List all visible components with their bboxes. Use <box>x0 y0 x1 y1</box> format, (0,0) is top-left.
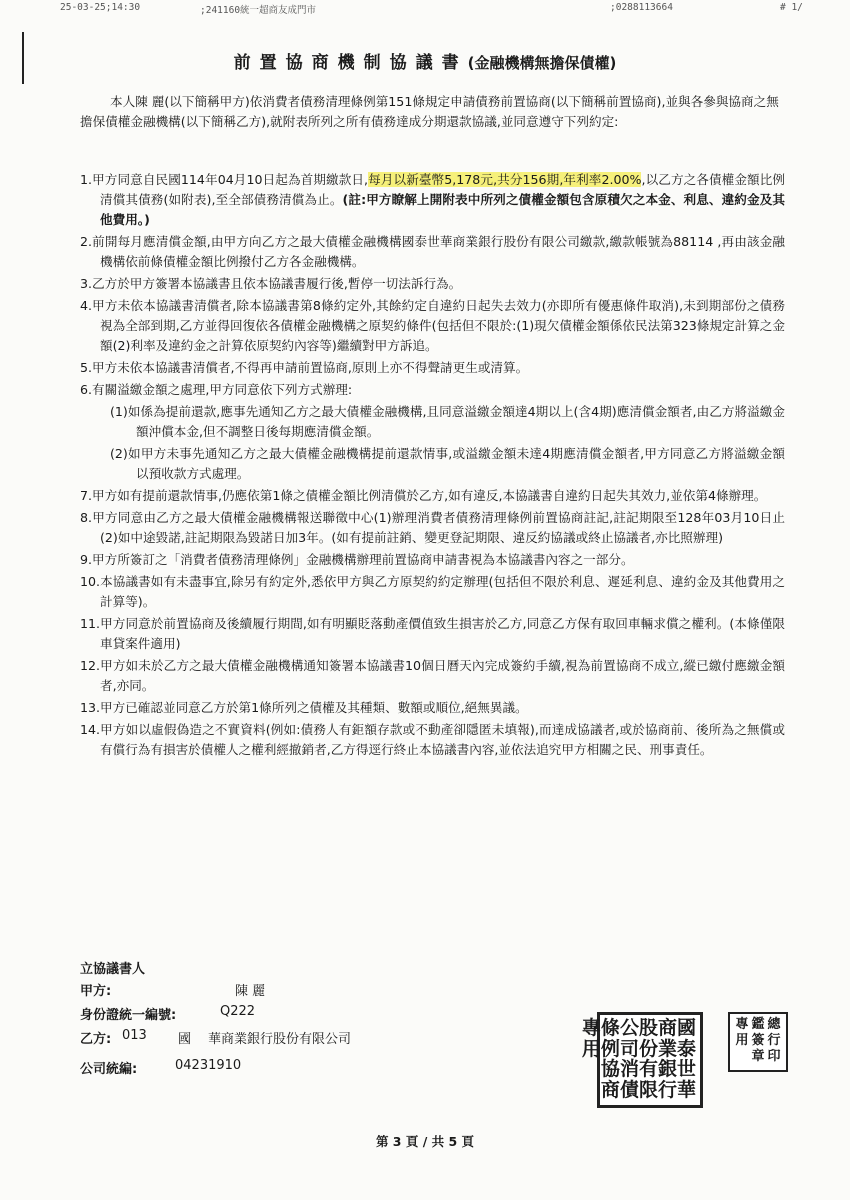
party-a-name: 陳 麗 <box>235 984 266 999</box>
seal-char: 銀 <box>657 1058 677 1080</box>
id-row <box>80 1004 256 1023</box>
party-b-row <box>80 1028 352 1047</box>
intro-paragraph: 本人陳 麗(以下簡稱甲方)依消費者債務清理條例第151條規定申請債務前置協商(以下簡稱前置協商),並與各參與協商之無擔保債權金融機構(以下簡稱乙方),就附表所列之所有債務達成分期還款協議,並同意遵守下列約定: <box>80 94 779 129</box>
signatory-heading-label: 立協議書人 <box>80 962 146 977</box>
seal-char: 協 <box>600 1058 620 1080</box>
seal-char: 業 <box>657 1037 677 1060</box>
seal-char: 消 <box>619 1058 639 1080</box>
clause-1 <box>80 170 785 230</box>
clause-list <box>80 170 785 762</box>
title-main: 前置協商機制協議書 <box>233 53 468 73</box>
seal-char: 限 <box>638 1078 658 1101</box>
seal-char: 簽 <box>751 1033 765 1048</box>
seal-char: 行 <box>657 1078 677 1101</box>
fax-date: 25-03-25;14:30 <box>60 2 141 13</box>
seal-char: 華 <box>676 1078 696 1101</box>
fax-page: # 1/ <box>780 2 803 13</box>
clause-2: 2.前開每月應清償金額,由甲方向乙方之最大債權金融機構國泰世華商業銀行股份有限公司繳款,繳款帳號為88114 ,再由該金融機構依前條債權金額比例撥付乙方各金融機構。 <box>80 234 785 269</box>
id-value: Q222 <box>220 1004 256 1019</box>
clause-7: 7.甲方如有提前還款情事,仍應依第1條之債權金額比例清償於乙方,如有違反,本協議書自違約日起失其效力,並依第4條辦理。 <box>80 488 767 503</box>
company-no-row <box>80 1058 242 1077</box>
title-sub: (金融機構無擔保債權) <box>467 54 617 72</box>
clause-10: 10.本協議書如有未盡事宜,除另有約定外,悉依甲方與乙方原契約約定辦理(包括但不限於利息、遲延利息、違約金及其他費用之計算等)。 <box>80 574 785 609</box>
clause-5: 5.甲方未依本協議書清償者,不得再申請前置協商,原則上亦不得聲請更生或清算。 <box>80 360 529 375</box>
seal-char: 世 <box>676 1058 696 1080</box>
seal-char: 份 <box>638 1037 658 1060</box>
party-a-label: 甲方: <box>80 984 112 999</box>
clause-8: 8.甲方同意由乙方之最大債權金融機構報送聯徵中心(1)辦理消費者債務清理條例前置協商註記,註記期限至128年03月10日止(2)如中途毀諾,註記期限為毀諾日加3年。(如有提前註銷、變更登記期限、違反約協議或終止協議者,亦比照辦理) <box>80 510 785 545</box>
seal-char: 用 <box>581 1037 601 1060</box>
party-b-code: 013 <box>122 1028 147 1043</box>
company-no-value: 04231910 <box>175 1058 242 1073</box>
clause-9: 9.甲方所簽訂之「消費者債務清理條例」金融機構辦理前置協商申請書視為本協議書內容之一部分。 <box>80 552 634 567</box>
seal-char: 專 <box>735 1017 749 1032</box>
page-number: 第 3 頁 / 共 5 頁 <box>375 1134 475 1149</box>
party-b-name-end: 華商業銀行股份有限公司 <box>208 1032 352 1047</box>
seal-char: 有 <box>638 1058 658 1080</box>
signatory-heading <box>80 958 145 977</box>
party-b-label: 乙方: <box>80 1032 112 1047</box>
fax-header <box>60 2 830 16</box>
clause-6: 6.有關溢繳金額之處理,甲方同意依下列方式辦理: <box>80 382 353 397</box>
seal-char: 行 <box>767 1033 781 1048</box>
seal-char: 商 <box>657 1017 677 1039</box>
clause-3: 3.乙方於甲方簽署本協議書且依本協議書履行後,暫停一切法訴行為。 <box>80 276 462 291</box>
party-b-name-start: 國 <box>178 1032 192 1047</box>
seal-char: 總 <box>767 1017 781 1032</box>
clause-12: 12.甲方如未於乙方之最大債權金融機構通知簽署本協議書10個日曆天內完成簽約手續,視為前置協商不成立,縱已繳付應繳金額者,亦同。 <box>80 658 785 693</box>
seal-char: 股 <box>638 1017 658 1039</box>
bank-seal-chars <box>581 1017 696 1101</box>
seal-char: 用 <box>735 1033 749 1048</box>
clause-1-text-a: 1.甲方同意自民國114年04月10日起為首期繳款日, <box>80 172 369 187</box>
clause-4: 4.甲方未依本協議書清償者,除本協議書第8條約定外,其餘約定自違約日起失去效力(亦即所有優惠條件取消),未到期部份之債務視為全部到期,乙方並得回復依各債權金融機構之原契約條件(包括但不限於:(1)現欠債權金額係依民法第323條規定計算之金額(2)利率及違約金之計算依原契約內容等)繼續對甲方訴追。 <box>80 298 785 353</box>
small-seal-chars <box>734 1018 782 1066</box>
seal-char: 泰 <box>676 1037 696 1060</box>
fax-number: ;0288113664 <box>610 2 673 13</box>
seal-char: 司 <box>619 1037 639 1060</box>
seal-char: 專 <box>581 1017 601 1039</box>
seal-char: 商 <box>600 1078 620 1101</box>
clause-6-1: (1)如係為提前還款,應事先通知乙方之最大債權金融機構,且同意溢繳金額達4期以上(含4期)應清償金額者,由乙方將溢繳金額沖償本金,但不調整日後每期應清償金額。 <box>110 404 785 439</box>
fax-sender: ;241160統一超商友成門市 <box>200 5 317 16</box>
seal-char: 印 <box>767 1049 781 1064</box>
page-title <box>0 48 850 73</box>
id-label: 身份證統一編號: <box>80 1008 177 1023</box>
small-seal-stamp <box>728 1012 788 1072</box>
bank-seal-stamp <box>581 1012 703 1108</box>
seal-char: 章 <box>751 1049 765 1064</box>
clause-1-highlight: 每月以新臺幣5,178元,共分156期,年利率2.00% <box>368 172 642 187</box>
clause-6-2: (2)如甲方未事先通知乙方之最大債權金融機構提前還款情事,或溢繳金額未達4期應清償金額者,甲方同意乙方將溢繳金額以預收款方式處理。 <box>110 446 785 481</box>
seal-char: 公 <box>619 1017 639 1039</box>
seal-char: 鑑 <box>751 1017 765 1032</box>
seal-char: 例 <box>600 1037 620 1060</box>
party-a-row <box>80 980 266 999</box>
seal-char: 條 <box>600 1017 620 1039</box>
seal-char: 國 <box>676 1017 696 1039</box>
clause-1-note: (註:甲方瞭解上開附表中所列之債權金額包含原積欠之本金、利息、違約金及其他費用。) <box>100 192 785 227</box>
seal-char: 債 <box>619 1078 639 1101</box>
clause-14: 14.甲方如以虛假偽造之不實資料(例如:債務人有鉅額存款或不動產卻隱匿未填報),而達成協議者,或於協商前、後所為之無償或有償行為有損害於債權人之權利經撤銷者,乙方得逕行終止本協議書內容,並依法追究甲方相關之民、刑事責任。 <box>80 722 785 757</box>
clause-13: 13.甲方已確認並同意乙方於第1條所列之債權及其種類、數額或順位,絕無異議。 <box>80 700 528 715</box>
clause-1-text-b: ,以乙方之各債權金額比例清償其債務(如附表),至全部債務清償為止。 <box>100 172 785 207</box>
company-no-label: 公司統編: <box>80 1062 138 1077</box>
clause-11: 11.甲方同意於前置協商及後續履行期間,如有明顯貶落動產價值致生損害於乙方,同意乙方保有取回車輛求償之權利。(本條僅限車貸案件適用) <box>80 616 785 651</box>
